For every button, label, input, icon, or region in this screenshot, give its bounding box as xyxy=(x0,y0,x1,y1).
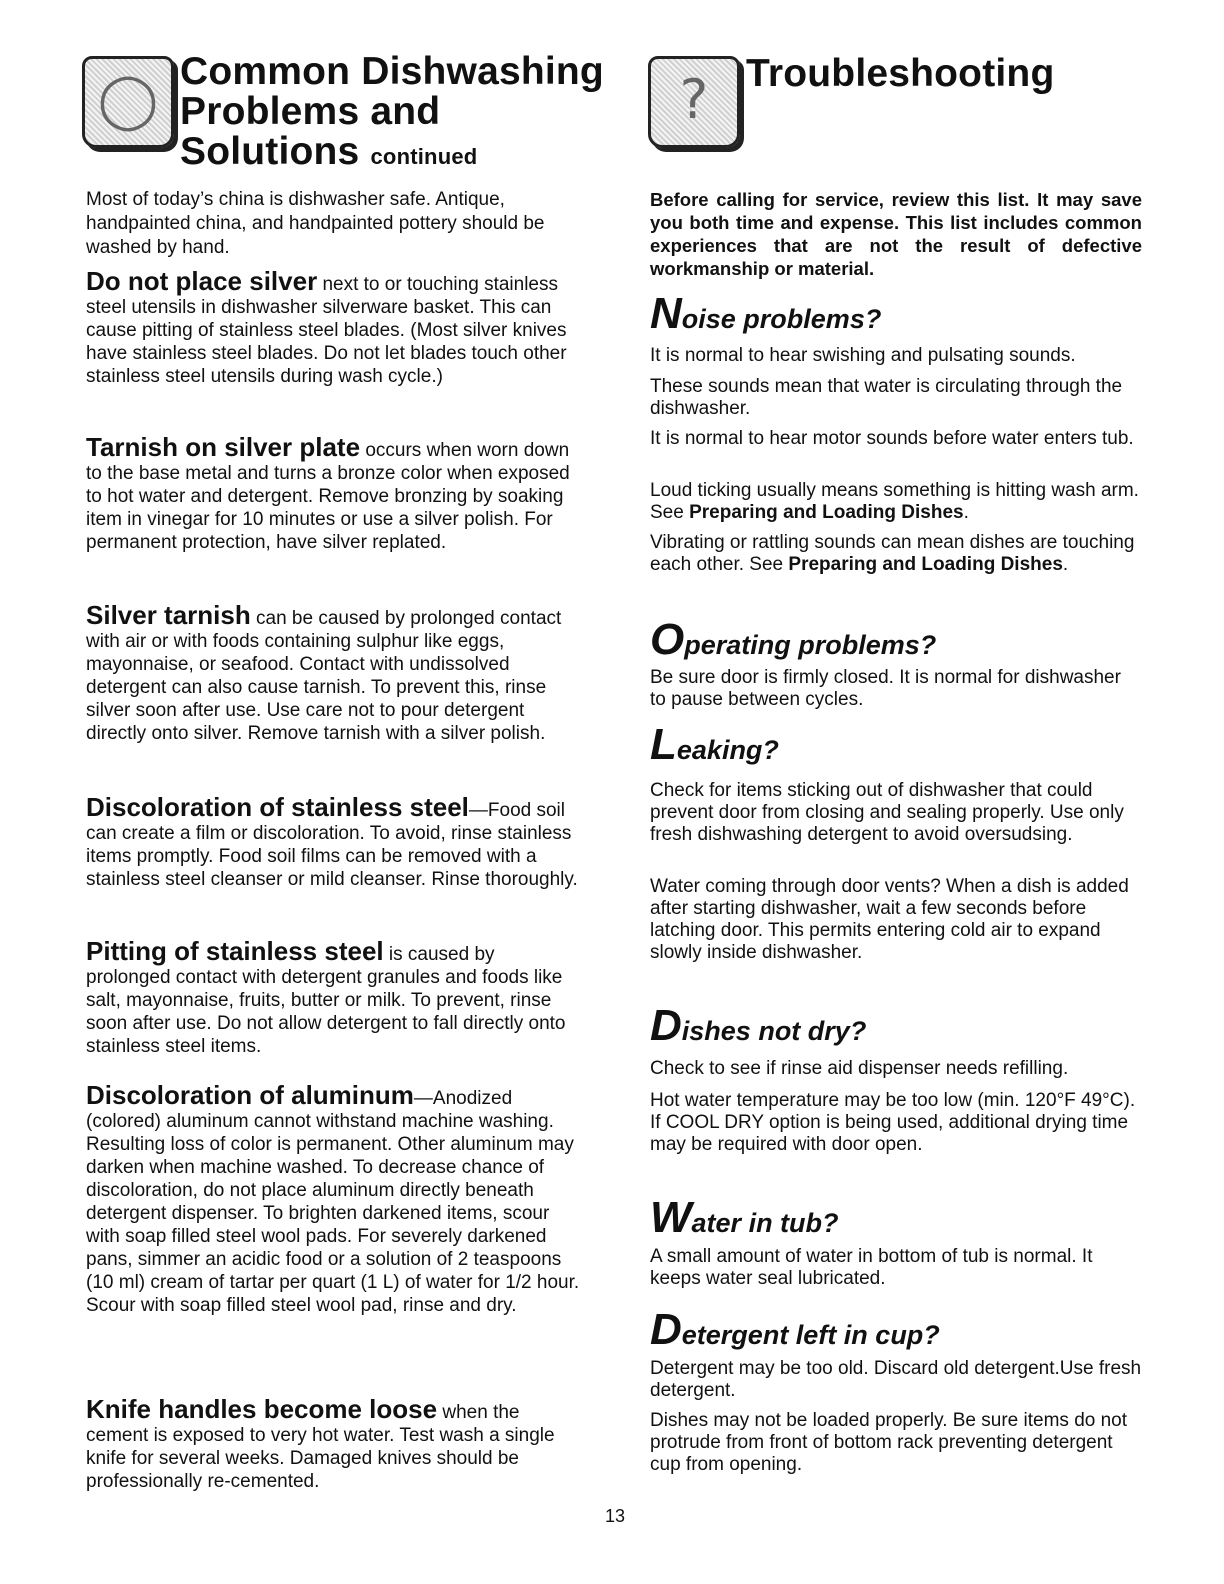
heading-initial: O xyxy=(650,615,685,664)
heading-rest: ishes not dry? xyxy=(681,1016,867,1046)
section-lead: Discoloration of aluminum xyxy=(86,1080,414,1110)
water-para-1: A small amount of water in bottom of tub is normal. It keeps water seal lubricated. xyxy=(650,1246,1093,1289)
continued-label: continued xyxy=(370,144,478,169)
heading-initial: L xyxy=(650,720,677,769)
section-text: can be caused by prolonged contact with air or with foods containing sulphur like eggs, mayonnaise, or seafood. Contact with undissolved detergent can also cause tarnish. To prevent this, rinse silver soon after use. Use care not to pour detergent directly onto silver. Remove tarnish with a silver polish. xyxy=(86,608,562,744)
heading-rest: etergent left in cup? xyxy=(681,1320,940,1350)
section-text: —Anodized (colored) aluminum cannot withstand machine washing. Resulting loss of color is permanent. Other aluminum may darken when machine washed. To decrease chance of discoloration, do not place aluminum directly beneath detergent dispenser. To brighten darkened items, scour with soap filled steel wool pads. For severely darkened pans, simmer an acidic food or a solution of 2 teaspoons (10 ml) cream of tartar per quart (1 L) of water for 1/2 hour. Scour with soap filled steel wool pad, rinse and dry. xyxy=(86,1088,580,1316)
detergent-para-2: Dishes may not be loaded properly. Be sure items do not protrude from front of bottom rack preventing detergent cup from opening. xyxy=(650,1410,1128,1475)
leaking-para-2: Water coming through door vents? When a dish is added after starting dishwasher, wait a few seconds before latching door. This permits entering cold air to expand slowly inside dishwasher. xyxy=(650,876,1129,963)
dish-icon: ◯ xyxy=(82,56,174,148)
detergent-para-1: Detergent may be too old. Discard old detergent.Use fresh detergent. xyxy=(650,1358,1142,1401)
heading-noise-problems xyxy=(650,289,882,339)
noise-para-5 xyxy=(650,532,1142,576)
header-line-3: Solutions xyxy=(180,130,360,173)
heading-detergent-left xyxy=(650,1305,940,1355)
section-knife-handles xyxy=(86,1396,582,1493)
heading-operating-problems xyxy=(650,615,937,665)
text: . xyxy=(963,502,969,523)
heading-initial: N xyxy=(650,289,682,338)
section-pitting-stainless xyxy=(86,938,582,1058)
text: Loud ticking usually means something is hitting wash arm. See xyxy=(650,480,1139,523)
section-text: —Food soil can create a film or discoloration. To avoid, rinse stainless items promptly. Food soil films can be removed with a stainless steel cleanser or mild cleanser. Rinse thoroughly. xyxy=(86,800,578,890)
section-silver-tarnish xyxy=(86,602,582,745)
left-header xyxy=(82,52,604,177)
header-line-1: Common Dishwashing xyxy=(180,50,604,93)
noise-para-1: It is normal to hear swishing and pulsating sounds. xyxy=(650,345,1076,366)
section-do-not-place-silver xyxy=(86,268,582,388)
xref-preparing-loading: Preparing and Loading Dishes xyxy=(689,502,964,523)
right-header-title: Troubleshooting xyxy=(746,52,1055,95)
heading-leaking xyxy=(650,720,779,770)
text: Vibrating or rattling sounds can mean dishes are touching each other. See xyxy=(650,532,1135,575)
noise-para-2: These sounds mean that water is circulating through the dishwasher. xyxy=(650,376,1123,419)
section-lead: Knife handles become loose xyxy=(86,1394,438,1424)
section-discoloration-stainless xyxy=(86,794,582,891)
section-lead: Silver tarnish xyxy=(86,600,251,630)
noise-para-4 xyxy=(650,480,1142,524)
operating-para-1: Be sure door is firmly closed. It is normal for dishwasher to pause between cycles. xyxy=(650,667,1121,710)
dishes-para-2: Hot water temperature may be too low (min. 120°F 49°C). If COOL DRY option is being used, additional drying time may be required with door open. xyxy=(650,1090,1136,1155)
section-lead: Do not place silver xyxy=(86,266,318,296)
heading-rest: oise problems? xyxy=(681,304,882,334)
question-icon: ? xyxy=(648,56,740,148)
heading-initial: D xyxy=(650,1001,682,1050)
section-discoloration-aluminum xyxy=(86,1082,582,1317)
left-intro: Most of today’s china is dishwasher safe. Antique, handpainted china, and handpainted pottery should be washed by hand. xyxy=(86,189,545,258)
heading-rest: eaking? xyxy=(676,735,779,765)
heading-dishes-not-dry xyxy=(650,1001,867,1051)
leaking-para-1: Check for items sticking out of dishwasher that could prevent door from closing and sealing properly. Use only fresh dishwashing detergent to avoid oversudsing. xyxy=(650,780,1124,845)
heading-water-in-tub xyxy=(650,1193,839,1243)
section-text: when the cement is exposed to very hot water. Test wash a single knife for several weeks. Damaged knives should be professionally re-cemented. xyxy=(86,1402,555,1492)
heading-initial: D xyxy=(650,1305,682,1354)
right-header xyxy=(648,52,1054,148)
troubleshooting-intro: Before calling for service, review this list. It may save you both time and expense. This list includes common experiences that are not the result of defective workmanship or material. xyxy=(650,189,1142,279)
dishes-para-1: Check to see if rinse aid dispenser needs refilling. xyxy=(650,1058,1069,1079)
header-line-2: Problems and xyxy=(180,90,441,133)
left-header-title xyxy=(180,52,604,177)
noise-para-3: It is normal to hear motor sounds before water enters tub. xyxy=(650,428,1134,449)
section-lead: Tarnish on silver plate xyxy=(86,432,361,462)
heading-rest: perating problems? xyxy=(684,630,937,660)
page-number: 13 xyxy=(604,1506,626,1526)
section-lead: Discoloration of stainless steel xyxy=(86,792,469,822)
section-tarnish-silver-plate xyxy=(86,434,582,554)
section-text: next to or touching stainless steel utensils in dishwasher silverware basket. This can cause pitting of stainless steel blades. (Most silver knives have stainless steel blades. Do not let blades touch other stainless steel utensils during wash cycle.) xyxy=(86,274,567,387)
section-lead: Pitting of stainless steel xyxy=(86,936,384,966)
heading-rest: ater in tub? xyxy=(691,1208,839,1238)
text: . xyxy=(1062,554,1069,575)
heading-initial: W xyxy=(650,1193,692,1242)
section-text: is caused by prolonged contact with detergent granules and foods like salt, mayonnaise, fruits, butter or milk. To prevent, rinse soon after use. Do not allow detergent to fall directly onto stainless steel items. xyxy=(86,944,566,1057)
xref-preparing-loading: Preparing and Loading Dishes xyxy=(788,554,1063,575)
section-text: occurs when worn down to the base metal and turns a bronze color when exposed to hot water and detergent. Remove bronzing by soaking item in vinegar for 10 minutes or use a silver polish. For permanent protection, have silver replated. xyxy=(86,440,570,553)
